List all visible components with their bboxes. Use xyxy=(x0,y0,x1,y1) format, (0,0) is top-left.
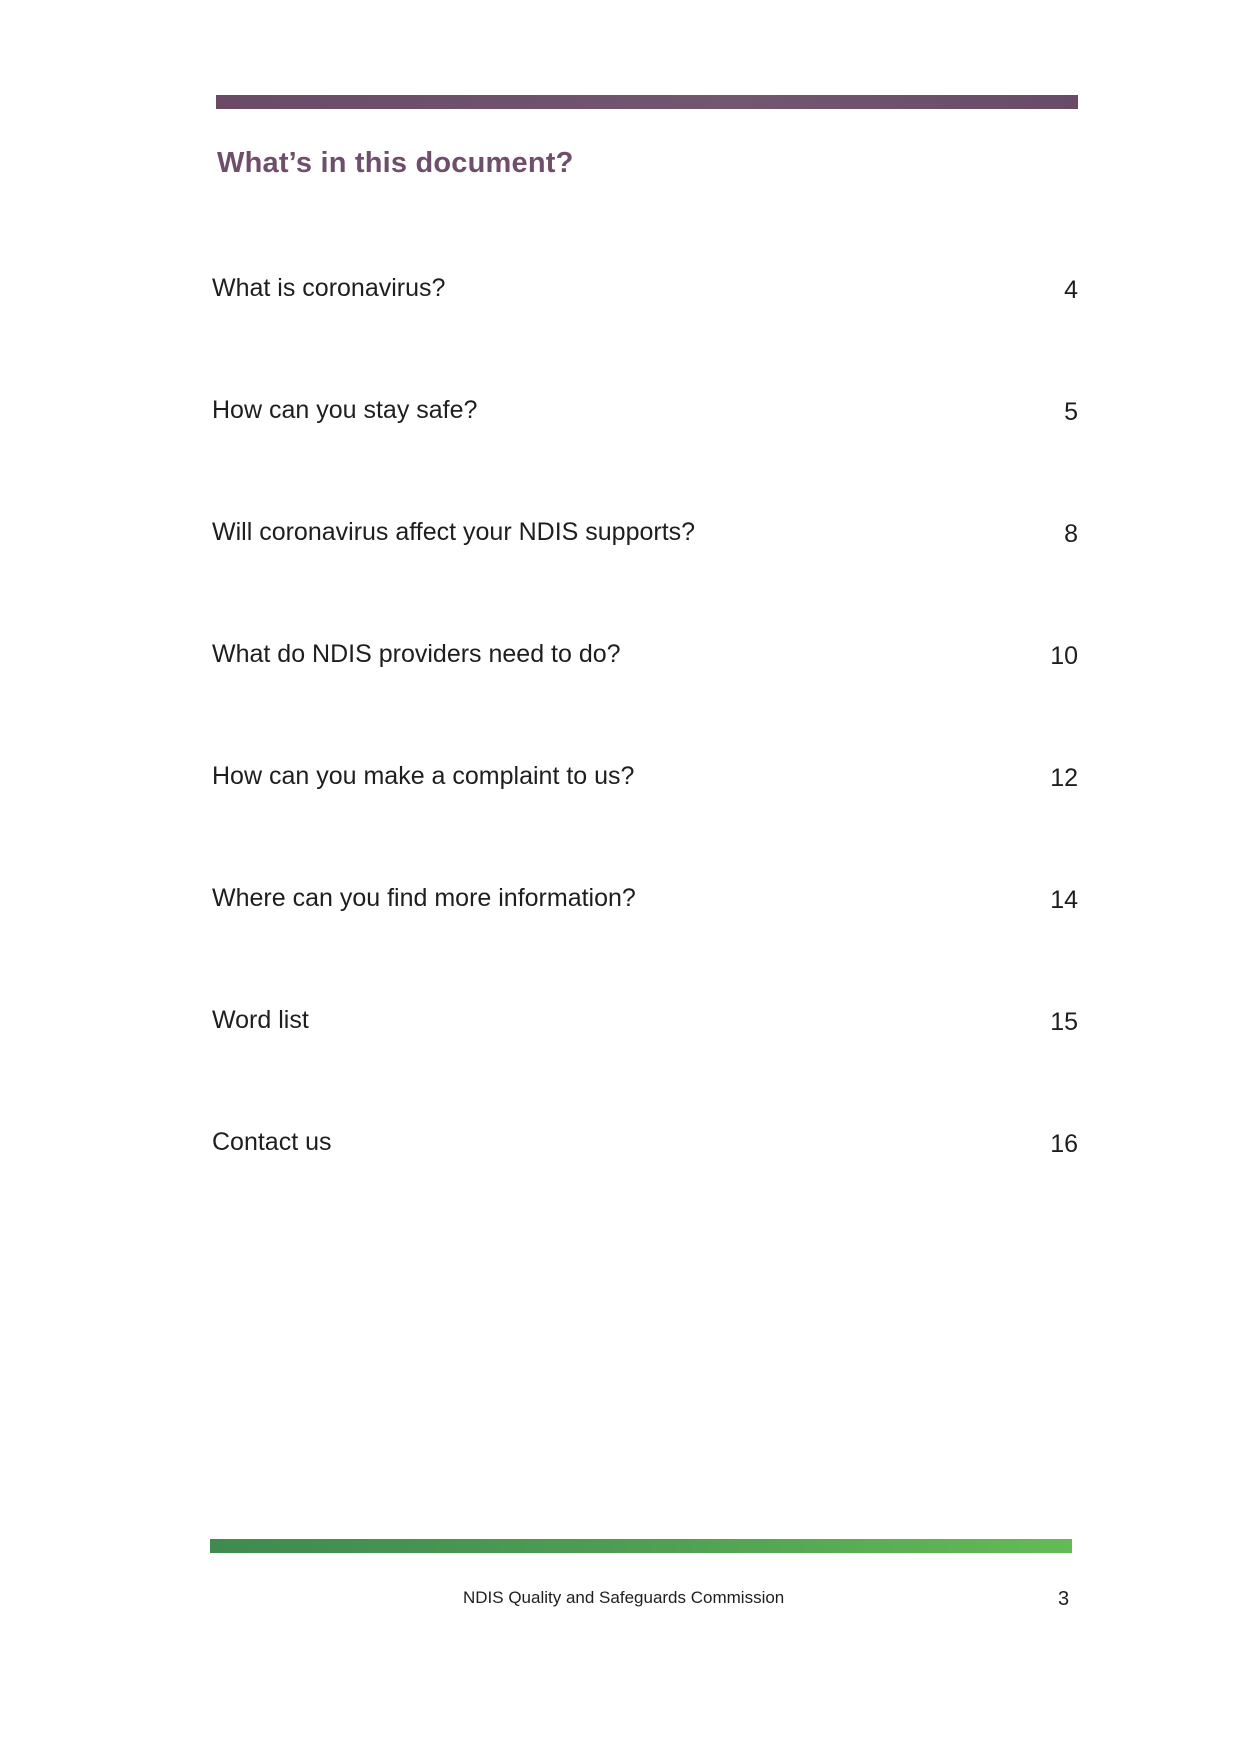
toc-entry-page: 4 xyxy=(1064,276,1078,304)
toc-entry-page: 14 xyxy=(1050,886,1078,914)
toc-entry-word-list[interactable] xyxy=(212,1000,1078,1040)
toc-entry-complaint[interactable] xyxy=(212,756,1078,796)
toc-entry-contact-us[interactable] xyxy=(212,1122,1078,1162)
toc-entry-page: 12 xyxy=(1050,764,1078,792)
toc-entry-label: How can you stay safe? xyxy=(212,396,478,424)
page-title: What’s in this document? xyxy=(217,147,574,179)
toc-entry-what-is-coronavirus[interactable] xyxy=(212,268,1078,308)
toc-entry-label: Where can you find more information? xyxy=(212,884,636,912)
footer-rule xyxy=(210,1539,1072,1553)
toc-entry-label: What do NDIS providers need to do? xyxy=(212,640,621,668)
toc-entry-label: How can you make a complaint to us? xyxy=(212,762,635,790)
toc-entry-ndis-providers[interactable] xyxy=(212,634,1078,674)
toc-entry-label: Contact us xyxy=(212,1128,332,1156)
toc-entry-page: 5 xyxy=(1064,398,1078,426)
toc-entry-page: 15 xyxy=(1050,1008,1078,1036)
toc-entry-page: 16 xyxy=(1050,1130,1078,1158)
toc-entry-ndis-supports[interactable] xyxy=(212,512,1078,552)
toc-entry-page: 10 xyxy=(1050,642,1078,670)
toc-entry-stay-safe[interactable] xyxy=(212,390,1078,430)
toc-entry-more-information[interactable] xyxy=(212,878,1078,918)
toc-entry-label: What is coronavirus? xyxy=(212,274,446,302)
toc-entry-label: Word list xyxy=(212,1006,309,1034)
toc-entry-page: 8 xyxy=(1064,520,1078,548)
footer-page-number: 3 xyxy=(1058,1588,1070,1610)
footer-organisation: NDIS Quality and Safeguards Commission xyxy=(463,1588,785,1607)
toc-entry-label: Will coronavirus affect your NDIS supports? xyxy=(212,518,696,546)
